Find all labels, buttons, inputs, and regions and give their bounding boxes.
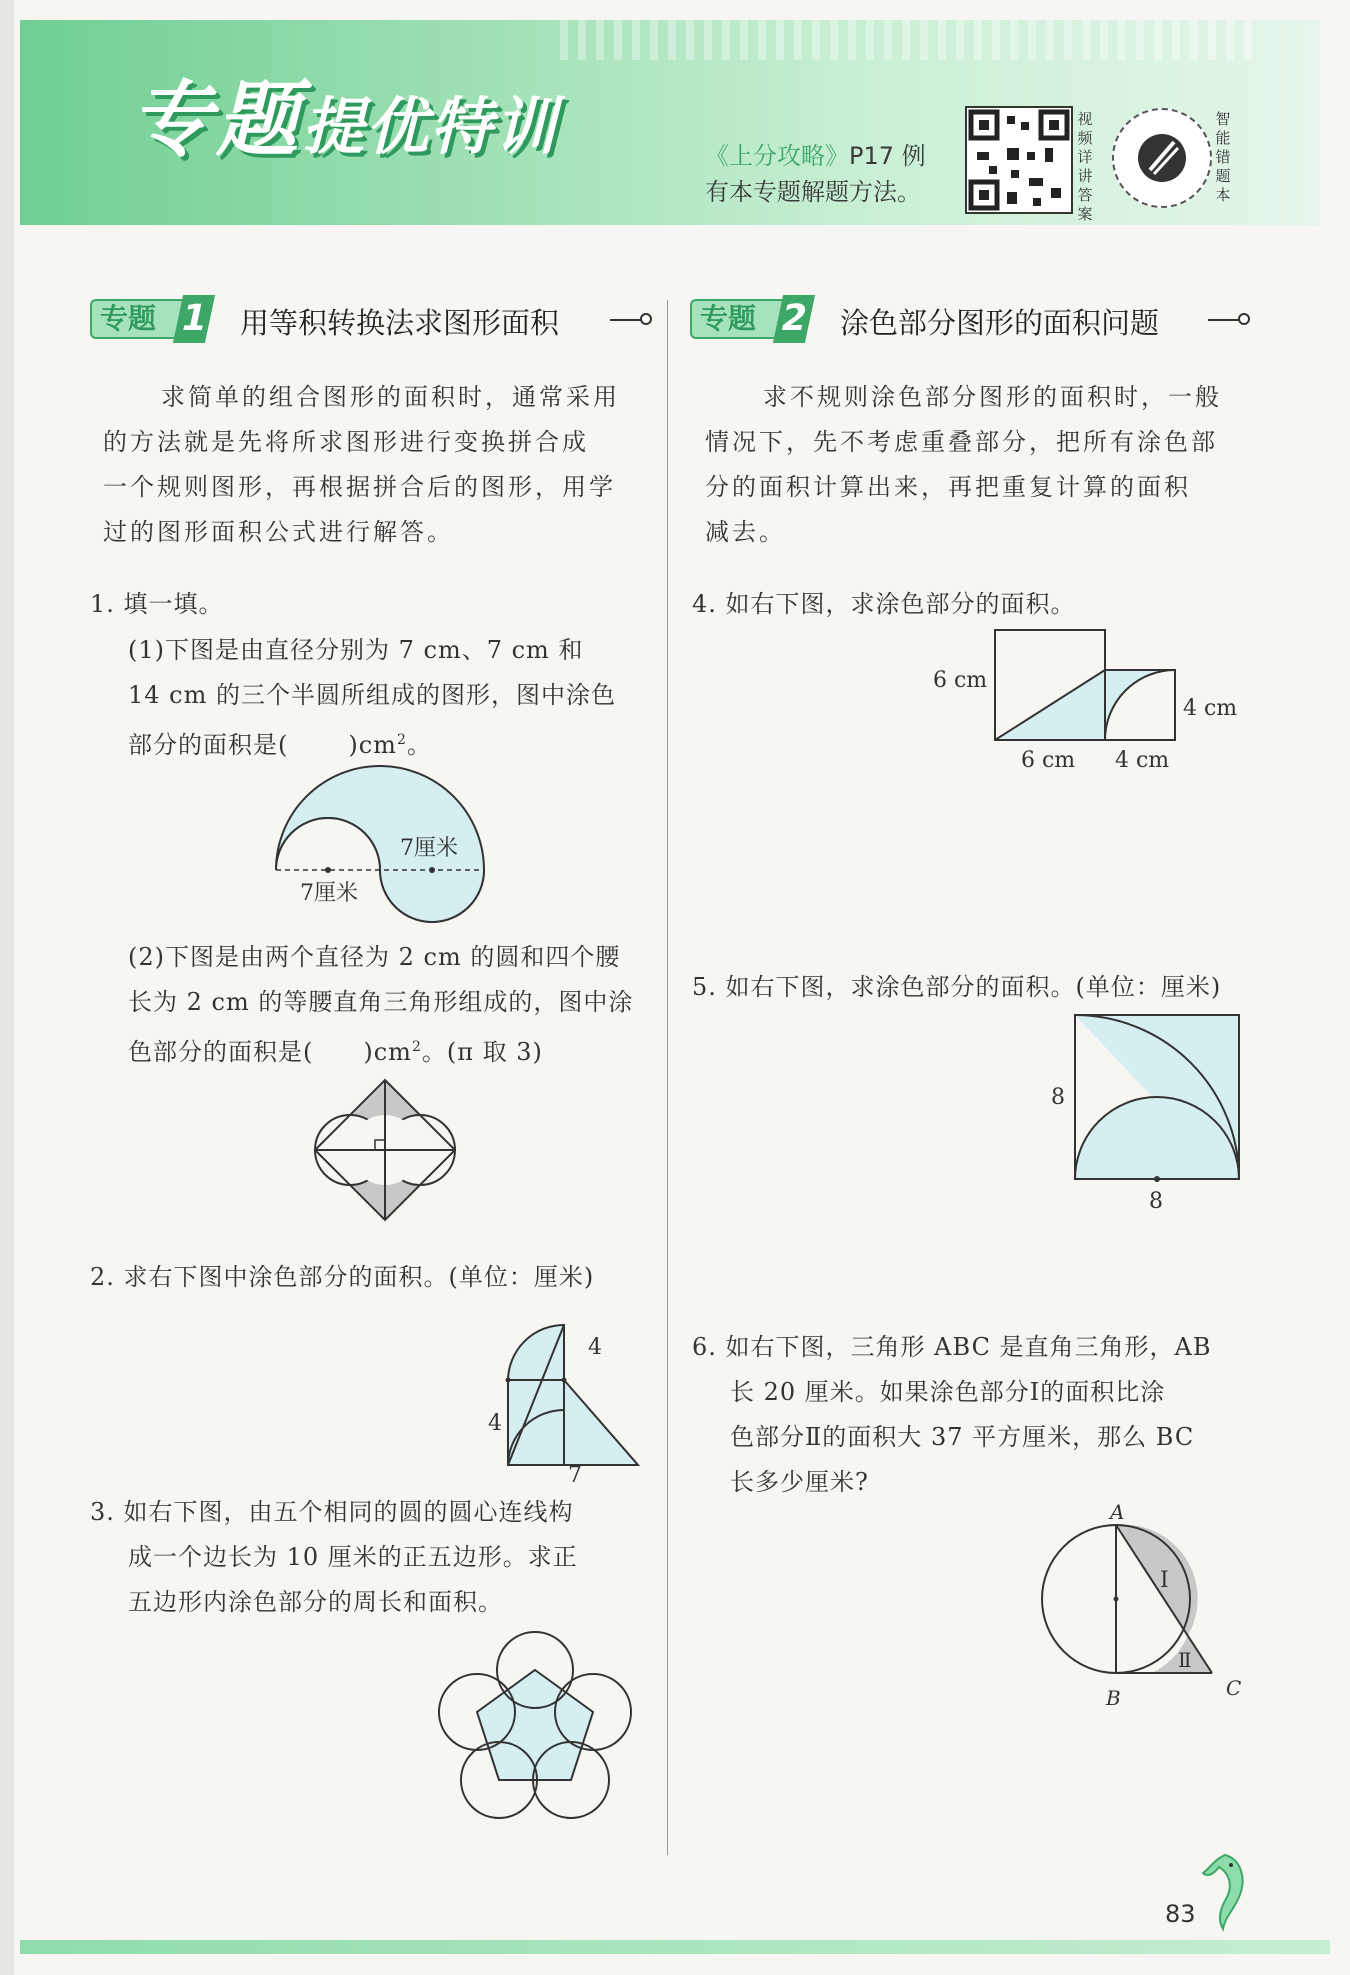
question-line: (2)下图是由两个直径为 2 cm 的圆和四个腰: [128, 943, 621, 971]
topic1-number: 1: [173, 295, 215, 343]
topic2-dot: [1238, 313, 1250, 325]
punctuation: 。: [406, 731, 432, 759]
question-line: 色部分Ⅱ的面积大 37 平方厘米，那么 BC: [730, 1423, 1195, 1451]
q2-label-bottom: 7: [568, 1463, 582, 1488]
topic2-number: 2: [773, 295, 815, 343]
qr-code-mistakes[interactable]: [1112, 108, 1212, 208]
question-line: 五边形内涂色部分的周长和面积。: [128, 1588, 503, 1616]
q1-figure-semicircles: [270, 770, 500, 920]
question-line: (1)下图是由直径分别为 7 cm、7 cm 和: [128, 636, 584, 664]
topic2-tag: 专题: [690, 299, 800, 339]
q6-label-c: C: [1226, 1676, 1242, 1700]
topic1-dot: [640, 313, 652, 325]
page-edge: [0, 0, 14, 1975]
banner-title-main: 专题: [130, 73, 302, 168]
mini-program-icon: [1114, 110, 1210, 206]
q2-stem: 2. 求右下图中涂色部分的面积。(单位：厘米): [90, 1263, 595, 1291]
topic2-title: 涂色部分图形的面积问题: [840, 306, 1160, 340]
q6-label-a: A: [1110, 1500, 1125, 1524]
unit-exponent: 2: [396, 732, 407, 748]
qr-code-video[interactable]: [965, 106, 1073, 214]
banner-title: [130, 55, 558, 172]
intro-line: 求不规则涂色部分图形的面积时，一般: [763, 383, 1222, 411]
reference-page: P17 例: [849, 142, 926, 170]
question-line: 长 20 厘米。如果涂色部分Ⅰ的面积比涂: [730, 1378, 1166, 1406]
q6-label-region2: Ⅱ: [1178, 1648, 1192, 1672]
q6-text: [692, 1325, 1212, 1505]
q2-label-top: 4: [588, 1335, 602, 1360]
q3-figure-pentagon: [415, 1630, 655, 1860]
q4-label-bottom-b: 4 cm: [1115, 748, 1170, 773]
q4-figure: [925, 625, 1238, 785]
q5-stem: 5. 如右下图，求涂色部分的面积。(单位：厘米): [692, 973, 1222, 1001]
banner-reference: [705, 138, 926, 210]
reference-book: 《上分攻略》: [705, 142, 849, 170]
topic1-line: [610, 319, 642, 321]
question-line: 6. 如右下图，三角形 ABC 是直角三角形，AB: [692, 1333, 1212, 1361]
q1-stem: 1. 填一填。: [90, 590, 224, 618]
reference-note: 有本专题解题方法。: [705, 178, 921, 206]
topic2-header: [690, 295, 1255, 343]
q4-stem: 4. 如右下图，求涂色部分的面积。: [692, 590, 1076, 618]
answer-blank-open: 色部分的面积是(: [128, 1038, 314, 1066]
question-line: 长为 2 cm 的等腰直角三角形组成的，图中涂: [128, 988, 634, 1016]
topic1-intro: [103, 375, 620, 555]
question-line: [128, 1025, 633, 1075]
column-divider: [667, 300, 668, 1855]
intro-line: 过的图形面积公式进行解答。: [103, 518, 454, 546]
topic1-title: 用等积转换法求图形面积: [240, 306, 560, 340]
dolphin-icon: [1195, 1845, 1255, 1935]
q1-figure-circles: [295, 1075, 475, 1225]
qr-label-mistakes: 智能错题本: [1215, 110, 1231, 204]
intro-line: 情况下，先不考虑重叠部分，把所有涂色部: [705, 428, 1218, 456]
q4-label-bottom-a: 6 cm: [1021, 748, 1076, 773]
question-line: 14 cm 的三个半圆所组成的图形，图中涂色: [128, 681, 616, 709]
question-line: [128, 718, 616, 768]
fig1-label-left: 7厘米: [300, 881, 358, 906]
topic1-tag: 专题: [90, 299, 200, 339]
q6-label-b: B: [1106, 1686, 1121, 1710]
q6-figure: [1030, 1500, 1250, 1720]
unit-text: )cm: [363, 1038, 412, 1066]
qr-code-icon: [967, 108, 1071, 212]
q4-label-right: 4 cm: [1183, 696, 1238, 721]
q2-label-left: 4: [488, 1411, 502, 1436]
page-number: 83: [1165, 1900, 1196, 1928]
punctuation: 。(π 取 3): [421, 1038, 543, 1066]
footer-band: [20, 1940, 1330, 1954]
intro-line: 求简单的组合图形的面积时，通常采用: [161, 383, 620, 411]
banner-title-sub: 提优特训: [302, 90, 559, 163]
question-line: 成一个边长为 10 厘米的正五边形。求正: [128, 1543, 578, 1571]
topic2-line: [1208, 319, 1240, 321]
answer-blank-open: 部分的面积是(: [128, 731, 289, 759]
unit-text: )cm: [348, 731, 397, 759]
question-line: 3. 如右下图，由五个相同的圆的圆心连线构: [90, 1498, 574, 1526]
q3-text: [90, 1490, 578, 1625]
question-line: 长多少厘米?: [730, 1468, 869, 1496]
intro-line: 一个规则图形，再根据拼合后的图形，用学: [103, 473, 616, 501]
q4-label-left: 6 cm: [933, 668, 988, 693]
intro-line: 减去。: [705, 518, 786, 546]
fig1-label-right: 7厘米: [400, 836, 458, 861]
q5-label-bottom: 8: [1149, 1189, 1163, 1214]
qr-label-video: 视频详讲答案: [1077, 110, 1093, 223]
q1-part2: [128, 935, 633, 1075]
q5-figure: [1045, 1010, 1245, 1220]
unit-exponent: 2: [411, 1039, 422, 1055]
intro-line: 分的面积计算出来，再把重复计算的面积: [705, 473, 1191, 501]
q1-part1: [128, 628, 616, 768]
banner-decoration: [560, 20, 1260, 60]
intro-line: 的方法就是先将所求图形进行变换拼合成: [103, 428, 589, 456]
q6-label-region1: Ⅰ: [1160, 1568, 1169, 1593]
q5-label-left: 8: [1051, 1085, 1065, 1110]
topic1-header: [90, 295, 655, 343]
topic2-intro: [705, 375, 1222, 555]
q2-figure: [480, 1300, 650, 1488]
